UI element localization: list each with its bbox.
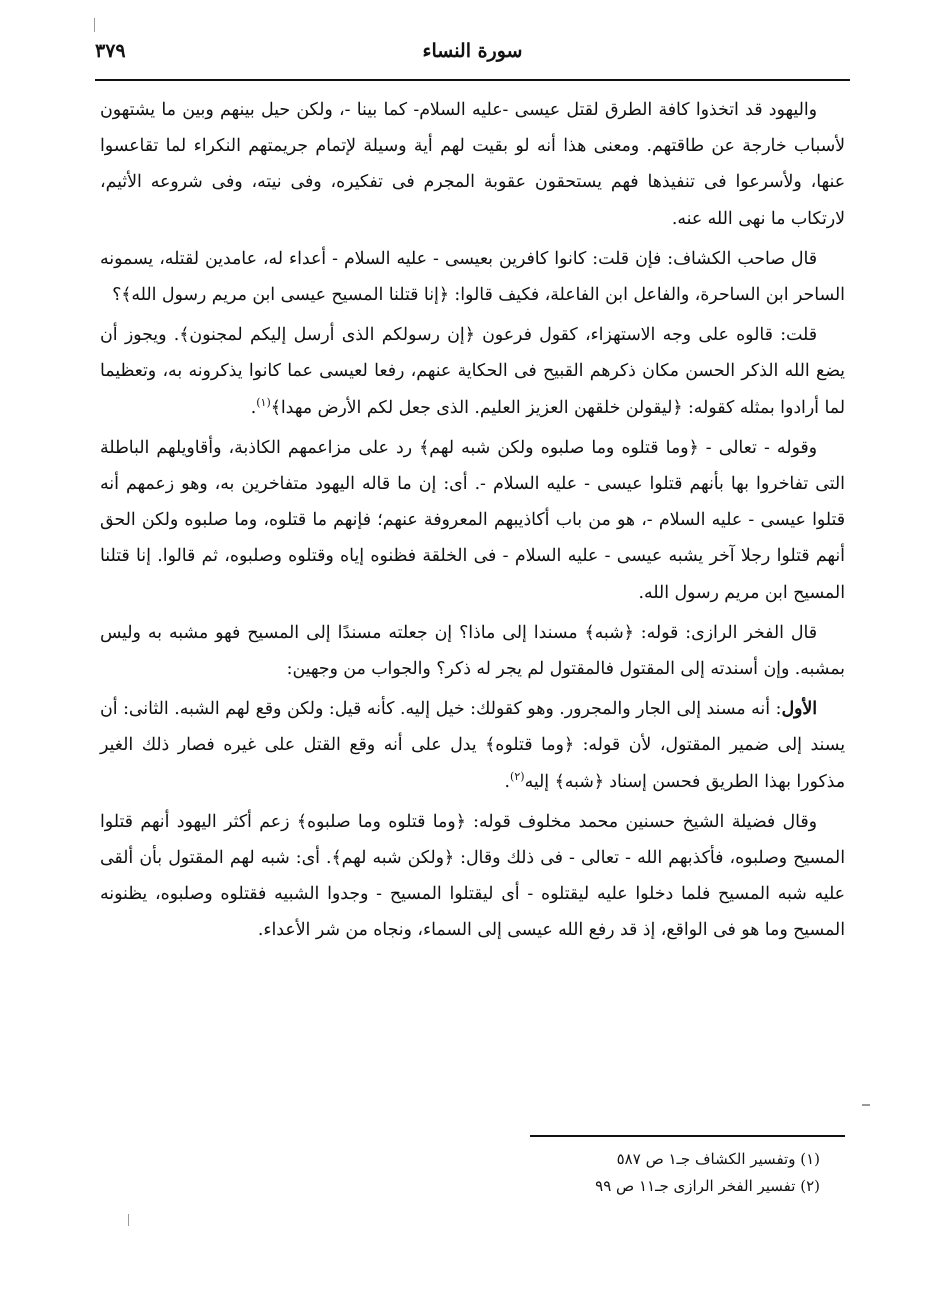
surah-title: سورة النساء [422, 40, 523, 62]
paragraph-text: وقال فضيلة الشيخ حسنين محمد مخلوف قوله: ﴿وما قتلوه وما صلبوه﴾ زعم أكثر اليهود أنهم قتلوا المسيح وصلبوه، فأكذبهم الله - تعالى - فى ذلك وقال: ﴿ولكن شبه لهم﴾. أى: شبه لهم المقتول بأن ألقى عليه شبه المسيح فلما دخلوا عليه ليقتلوه - أى ليقتلوا المسيح - وجدوا الشبيه فقتلوه وصلبوه، يظنونه المسيح وما هو فى الواقع، إذ قد رفع الله عيسى إلى السماء، ونجاه من شر الأعداء. [100, 811, 845, 941]
footnote-reference: (٢) [510, 769, 525, 783]
body-text [100, 92, 845, 953]
footnotes [400, 1146, 820, 1200]
scan-mark [128, 1214, 129, 1226]
paragraph-text: وقوله - تعالى - ﴿وما قتلوه وما صلبوه ولكن شبه لهم﴾ رد على مزاعمهم الكاذبة، وأقاويلهم الباطلة التى تفاخروا بها بأنهم قتلوا عيسى - عليه السلام -. أى: إن ما قاله اليهود متفاخرين به، وهو زعمهم أنه قتلوا عيسى - عليه السلام -، هو من باب أكاذيبهم المعروفة عنهم؛ فإنهم ما قتلوه، وما صلبوه ولكن الحق أنهم قتلوا رجلا آخر يشبه عيسى - عليه السلام - فى الخلقة فظنوه إياه وقتلوه وصلبوه، ثم قالوا. إنا قتلنا المسيح ابن مريم رسول الله. [100, 437, 845, 603]
paragraph [100, 615, 845, 687]
footnote-reference: (١) [256, 395, 271, 409]
paragraph [100, 804, 845, 949]
scan-mark [94, 18, 95, 32]
paragraph [100, 241, 845, 313]
footnote-divider [530, 1135, 845, 1137]
paragraph [100, 317, 845, 426]
bold-term: الأول [781, 699, 817, 720]
paragraph-text: قال الفخر الرازى: قوله: ﴿شبه﴾ مسندا إلى ماذا؟ إن جعلته مسندًا إلى المسيح فهو مشبه به وليس بمشبه. وإن أسندته إلى المقتول فالمقتول لم يجر له ذكر؟ والجواب من وجهين: [100, 622, 845, 680]
paragraph [100, 430, 845, 611]
paragraph-text: . [504, 771, 511, 792]
page-number: ٣٧٩ [95, 40, 126, 62]
footnote-1: (١) وتفسير الكشاف جـ١ ص ٥٨٧ [616, 1150, 820, 1168]
paragraph-text: . [250, 397, 257, 418]
paragraph-text: واليهود قد اتخذوا كافة الطرق لقتل عيسى -عليه السلام- كما بينا -، ولكن حيل بينهم وبين ما يشتهون لأسباب خارجة عن طاقتهم. ومعنى هذا أنه لو بقيت لهم أية وسيلة لإتمام جريمتهم النكراء لما تقاعسوا عنها، ولأسرعوا فى تنفيذها فهم يستحقون عقوبة المجرم فى تفكيره، وفى نيته، وفى شروعه الأثيم، لارتكاب ما نهى الله عنه. [100, 100, 845, 229]
footnote-2: (٢) تفسير الفخر الرازى جـ١١ ص ٩٩ [595, 1177, 820, 1195]
page-header [95, 36, 850, 78]
header-divider [95, 79, 850, 81]
scan-mark [862, 1104, 870, 1106]
paragraph-text: قال صاحب الكشاف: فإن قلت: كانوا كافرين بعيسى - عليه السلام - أعداء له، عامدين لقتله، يسمونه الساحر ابن الساحرة، والفاعل ابن الفاعلة، فكيف قالوا: ﴿إنا قتلنا المسيح عيسى ابن مريم رسول الله﴾؟ [100, 248, 845, 306]
paragraph-text: قلت: قالوه على وجه الاستهزاء، كقول فرعون ﴿إن رسولكم الذى أرسل إليكم لمجنون﴾. ويجوز أن يضع الله الذكر الحسن مكان ذكرهم القبيح فى الحكاية عنهم، رفعا لعيسى عما كانوا يذكرونه به، وتعظيما لما أرادوا بمثله كقوله: ﴿ليقولن خلقهن العزيز العليم. الذى جعل لكم الأرض مهدا﴾ [100, 325, 845, 418]
paragraph-text: : أنه مسند إلى الجار والمجرور. وهو كقولك: خيل إليه. كأنه قيل: ولكن وقع لهم الشبه. الثانى: أن يسند إلى ضمير المقتول، لأن قوله: ﴿وما قتلوه﴾ يدل على أنه وقع القتل على غيره فصار ذلك الغير مذكورا بهذا الطريق فحسن إسناد ﴿شبه﴾ إليه [100, 699, 845, 792]
paragraph [100, 92, 845, 237]
paragraph [100, 691, 845, 800]
